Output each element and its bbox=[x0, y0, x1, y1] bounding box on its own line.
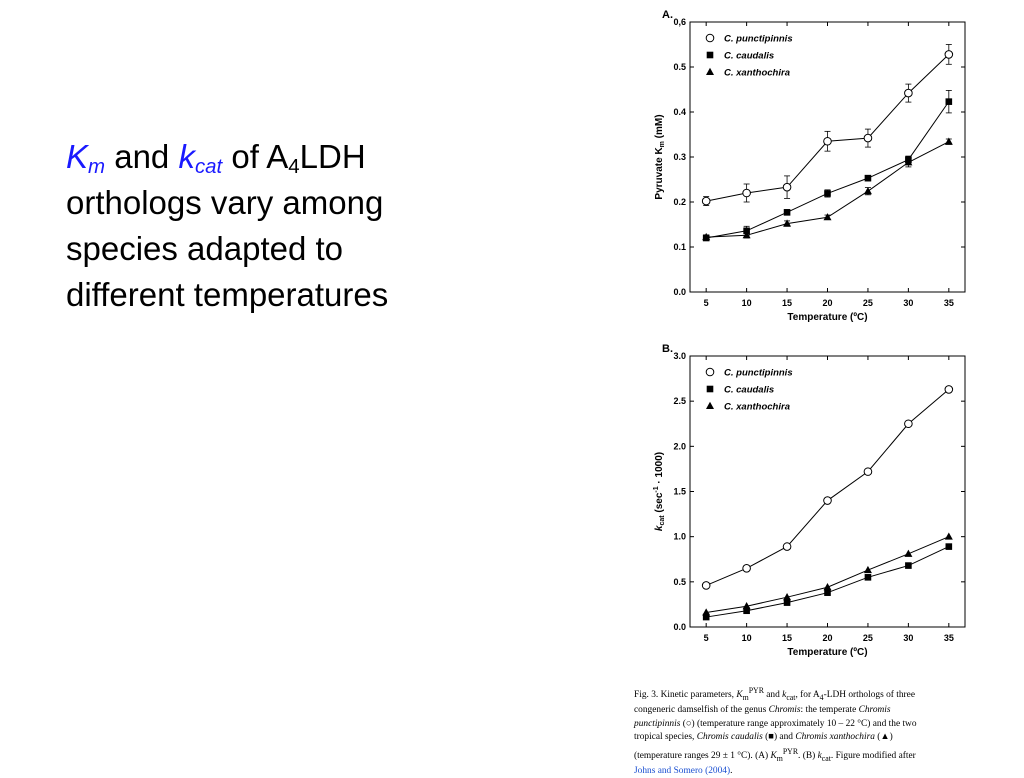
title-line-3: species adapted to bbox=[66, 230, 344, 267]
a-xtick-label: 20 bbox=[822, 298, 833, 308]
a-data-point bbox=[905, 89, 913, 97]
b-series-1 bbox=[703, 543, 952, 620]
b-series-line bbox=[706, 389, 949, 585]
b-data-point bbox=[783, 543, 791, 551]
b-series-0 bbox=[702, 386, 952, 590]
b-data-point bbox=[905, 420, 913, 428]
a-xlabel: Temperature (ºC) bbox=[787, 312, 868, 323]
b-xtick-label: 20 bbox=[822, 633, 833, 643]
b-series-line bbox=[706, 537, 949, 613]
a-data-point bbox=[824, 137, 832, 145]
b-legend-label: C. xanthochira bbox=[724, 401, 790, 413]
title-line-4: different temperatures bbox=[66, 276, 389, 313]
a-legend-label: C. punctipinnis bbox=[724, 33, 793, 45]
km-symbol: $K_m$ bbox=[66, 138, 106, 179]
b-legend-marker bbox=[706, 368, 714, 376]
caption-line-5: (temperature ranges 29 ± 1 °C). (A) $K_m^{PYR}$. (B) $k_{cat}$. Figure modified after bbox=[634, 746, 916, 763]
b-legend-marker bbox=[707, 386, 714, 393]
b-legend-label: C. caudalis bbox=[724, 384, 775, 396]
a-ytick-label: 0.5 bbox=[673, 62, 686, 72]
b-ytick-label: 0.5 bbox=[673, 576, 686, 587]
a-legend-marker bbox=[707, 52, 714, 59]
a-data-point bbox=[702, 197, 710, 205]
citation-link[interactable]: Johns and Somero (2004) bbox=[634, 766, 731, 777]
chart-a-svg bbox=[640, 2, 970, 334]
a-data-point bbox=[864, 134, 872, 142]
a-ytick-label: 0.1 bbox=[673, 242, 686, 252]
caption-line-6: Johns and Somero (2004). bbox=[634, 766, 733, 777]
caption-line-4: tropical species, Chromis caudalis (■) and Chromis xanthochira (▲) bbox=[634, 732, 893, 743]
chart-b-kcat bbox=[640, 336, 970, 670]
b-xlabel: Temperature (ºC) bbox=[787, 647, 868, 658]
a-xtick-label: 15 bbox=[782, 298, 793, 308]
caption-line-2: congeneric damselfish of the genus Chromis: the temperate Chromis bbox=[634, 705, 891, 716]
title-line-1: $K_m$ and $k_{cat}$ of $A_4LDH$ bbox=[66, 138, 366, 179]
b-ytick-label: 0.0 bbox=[673, 622, 686, 632]
b-data-point bbox=[905, 562, 912, 569]
b-xtick-label: 15 bbox=[782, 633, 793, 643]
b-data-point bbox=[824, 589, 831, 596]
b-ytick-label: 2.0 bbox=[673, 441, 686, 452]
a-xtick-label: 25 bbox=[862, 298, 873, 308]
a-data-point bbox=[824, 190, 831, 197]
chart-b-svg bbox=[640, 336, 970, 670]
caption-line-1: Fig. 3. Kinetic parameters, $K_m^{PYR}$ and $k_{cat}$, for $A_4$-LDH orthologs of three bbox=[634, 686, 915, 702]
a-data-point bbox=[945, 51, 953, 59]
b-data-point bbox=[945, 386, 953, 394]
b-panel-label: B. bbox=[662, 343, 673, 355]
a-data-point bbox=[743, 189, 751, 197]
a-xtick-label: 10 bbox=[741, 298, 752, 308]
a-legend-label: C. xanthochira bbox=[724, 67, 790, 79]
chart-a-km bbox=[640, 2, 970, 334]
a-ytick-label: 0,6 bbox=[673, 17, 686, 27]
b-xtick-label: 10 bbox=[741, 633, 752, 643]
a-data-point bbox=[945, 138, 953, 145]
a-data-point bbox=[783, 183, 791, 191]
b-ytick-label: 2.5 bbox=[673, 396, 686, 407]
b-data-point bbox=[824, 497, 832, 505]
a-data-point bbox=[784, 209, 791, 216]
a-ytick-label: 0.4 bbox=[673, 107, 686, 117]
b-ylabel: $k_{cat}$ $(\sec^{-1} \cdot 1000)$ bbox=[653, 451, 666, 532]
a-ytick-label: 0.2 bbox=[673, 197, 686, 207]
kcat-symbol: $k_{cat}$ bbox=[178, 138, 223, 179]
a-ytick-label: 0.3 bbox=[673, 152, 686, 162]
slide-title bbox=[66, 134, 486, 318]
a-legend-label: C. caudalis bbox=[724, 50, 775, 62]
a-data-point bbox=[946, 98, 953, 105]
b-data-point bbox=[865, 574, 872, 581]
b-legend-marker bbox=[706, 402, 714, 409]
b-data-point bbox=[904, 550, 912, 557]
b-xtick-label: 35 bbox=[943, 633, 954, 643]
b-data-point bbox=[824, 583, 832, 590]
a-data-point bbox=[865, 175, 872, 182]
a-data-point bbox=[824, 213, 832, 220]
a-panel-label: A. bbox=[662, 9, 673, 21]
b-legend-label: C. punctipinnis bbox=[724, 367, 793, 379]
b-xtick-label: 30 bbox=[903, 633, 914, 643]
a-series-2 bbox=[702, 138, 953, 241]
figure-caption bbox=[634, 684, 972, 778]
a-xtick-label: 5 bbox=[703, 298, 709, 308]
b-data-point bbox=[784, 599, 791, 606]
a-ytick-label: 0.0 bbox=[673, 287, 686, 297]
b-xtick-label: 25 bbox=[862, 633, 873, 643]
title-line-2: orthologs vary among bbox=[66, 184, 384, 221]
b-ytick-label: 3.0 bbox=[673, 351, 686, 361]
a-series-line bbox=[706, 142, 949, 237]
b-series-2 bbox=[702, 532, 953, 615]
b-ytick-label: 1.0 bbox=[673, 531, 686, 542]
b-data-point bbox=[946, 543, 953, 550]
b-data-point bbox=[743, 564, 751, 572]
a-xtick-label: 35 bbox=[943, 298, 954, 308]
caption-line-3: punctipinnis (○) (temperature range approximately 10 – 22 °C) and the two bbox=[634, 718, 917, 729]
a-data-point bbox=[864, 187, 872, 194]
b-data-point bbox=[945, 532, 953, 539]
a-ylabel: Pyruvate $K_m$ (mM) bbox=[654, 114, 666, 200]
b-data-point bbox=[702, 582, 710, 590]
a-plot-frame bbox=[690, 22, 965, 292]
a-xtick-label: 30 bbox=[903, 298, 914, 308]
a-legend-marker bbox=[706, 34, 714, 42]
b-ytick-label: 1.5 bbox=[673, 486, 686, 497]
b-xtick-label: 5 bbox=[703, 633, 709, 643]
a-legend-marker bbox=[706, 68, 714, 75]
b-data-point bbox=[864, 468, 872, 476]
